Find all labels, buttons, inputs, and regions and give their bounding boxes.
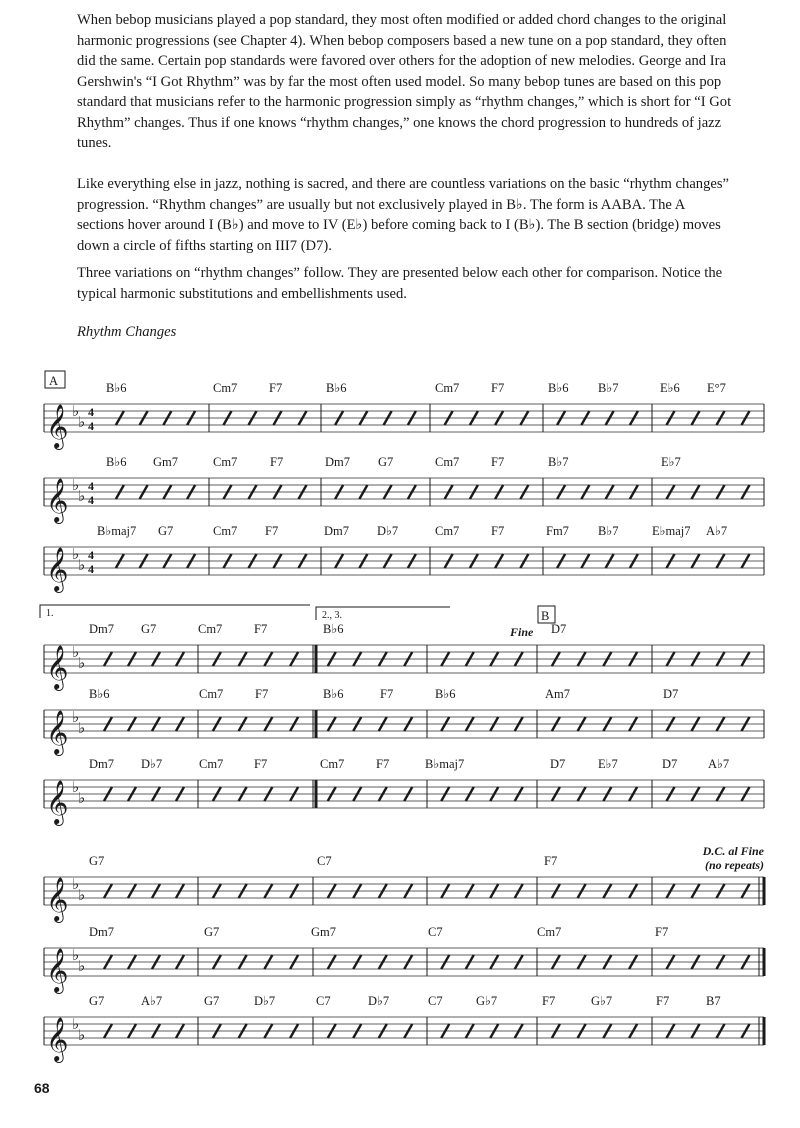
- time-signature-top: 4: [88, 479, 94, 493]
- key-signature-flat: ♭: [78, 1026, 86, 1044]
- time-signature-bottom: 4: [88, 562, 94, 576]
- chord-symbol: Cm7: [213, 381, 238, 395]
- key-signature-flat: ♭: [78, 957, 86, 975]
- chord-symbol: G7: [141, 622, 157, 636]
- chord-symbol: C7: [428, 925, 443, 939]
- chord-symbol: G7: [204, 994, 220, 1008]
- chord-symbol: Dm7: [89, 925, 114, 939]
- comparison-paragraph: Three variations on “rhythm changes” follow. They are presented below each other for comparison. Notice the typical harmonic substitutions and embellishments used.: [77, 265, 723, 302]
- chord-symbol: D7: [662, 757, 678, 771]
- chord-symbol: F7: [269, 381, 283, 395]
- key-signature-flat: ♭: [78, 654, 86, 672]
- staff-lines-layer: [44, 381, 764, 1063]
- chord-symbol: Dm7: [324, 524, 349, 538]
- chord-symbol: B♭7: [598, 381, 619, 395]
- chord-symbol: G7: [89, 854, 105, 868]
- chord-symbol: B♭7: [548, 455, 569, 469]
- variations-paragraph: Like everything else in jazz, nothing is sacred, and there are countless variations on the basic “rhythm changes” progression. “Rhythm changes” are usually but not exclusively played in B♭. The form is AABA. The A sections hover around I (B♭) and move to IV (E♭) before coming back to I (B♭). The B section (bridge) moves down a circle of fifths starting on III7 (D7).: [77, 176, 730, 254]
- second-ending-label: 2., 3.: [322, 610, 342, 621]
- chord-symbol: G♭7: [591, 994, 613, 1008]
- chord-symbol: B7: [706, 994, 721, 1008]
- chord-symbol: G♭7: [476, 994, 498, 1008]
- example-caption: Rhythm Changes: [77, 324, 177, 340]
- key-signature-flat: ♭: [78, 556, 86, 574]
- chord-symbol: Cm7: [320, 757, 345, 771]
- chord-symbol: F7: [656, 994, 670, 1008]
- time-signature-bottom: 4: [88, 419, 94, 433]
- key-signature-flat: ♭: [72, 545, 80, 563]
- chord-symbol: F7: [544, 854, 558, 868]
- no-repeats-note: (no repeats): [705, 858, 764, 872]
- chord-symbol: Cm7: [213, 455, 238, 469]
- chord-symbol: Am7: [545, 687, 570, 701]
- key-signature-flat: ♭: [78, 719, 86, 737]
- chord-symbol: G7: [204, 925, 220, 939]
- chord-symbol: F7: [270, 455, 284, 469]
- chord-symbol: F7: [254, 622, 268, 636]
- treble-clef: 𝄞: [46, 948, 69, 992]
- chord-symbol: Cm7: [199, 687, 224, 701]
- chord-symbol: E°7: [707, 381, 726, 395]
- chord-symbol: F7: [255, 687, 269, 701]
- chord-symbol: Dm7: [89, 757, 114, 771]
- chord-symbol: E♭7: [598, 757, 618, 771]
- chord-symbol: B♭maj7: [425, 757, 465, 771]
- page-number: 68: [34, 1080, 50, 1096]
- chord-symbol: B♭6: [323, 622, 344, 636]
- chord-symbol: G7: [158, 524, 174, 538]
- treble-clef: 𝄞: [46, 547, 69, 591]
- chord-symbol: F7: [491, 381, 505, 395]
- chord-symbol: D♭7: [254, 994, 276, 1008]
- first-ending-bracket: [40, 605, 310, 618]
- chord-symbol: Cm7: [435, 381, 460, 395]
- chord-symbol: Cm7: [198, 622, 223, 636]
- key-signature-flat: ♭: [78, 487, 86, 505]
- chord-symbol: D7: [550, 757, 566, 771]
- fine-marking: Fine: [510, 625, 534, 639]
- key-signature-flat: ♭: [72, 778, 80, 796]
- chord-symbol: B♭6: [89, 687, 110, 701]
- key-signature-flat: ♭: [72, 946, 80, 964]
- chord-symbol: B♭6: [435, 687, 456, 701]
- key-signature-flat: ♭: [72, 643, 80, 661]
- chord-symbol: Cm7: [213, 524, 238, 538]
- time-signature-top: 4: [88, 548, 94, 562]
- chord-symbol: D♭7: [141, 757, 163, 771]
- chord-symbol: A♭7: [141, 994, 163, 1008]
- chord-symbol: F7: [491, 455, 505, 469]
- chord-symbol: C7: [317, 854, 332, 868]
- chord-symbol: B♭maj7: [97, 524, 137, 538]
- chord-symbol: F7: [491, 524, 505, 538]
- chord-symbol: F7: [655, 925, 669, 939]
- chord-symbol: Cm7: [537, 925, 562, 939]
- chord-symbol: Dm7: [89, 622, 114, 636]
- chord-symbol: Dm7: [325, 455, 350, 469]
- chord-symbol: Cm7: [435, 455, 460, 469]
- dc-al-fine: D.C. al Fine: [702, 844, 764, 858]
- intro-paragraph: When bebop musicians played a pop standard, they most often modified or added chord changes to the original harmonic progressions (see Chapter 4). When bebop composers based a new tune on a pop standard, they often did the same. Certain pop standards were favored over others for the adoption of new melodies. George and Ira Gershwin's “I Got Rhythm” was by far the most often used model. So many bebop tunes are based on this pop standard that musicians refer to the harmonic progression simply as “rhythm changes,” which is short for “I Got Rhythm” changes. Thus if one knows “rhythm changes,” one knows the chord progression to hundreds of jazz tunes.: [77, 12, 732, 151]
- chord-symbol: C7: [428, 994, 443, 1008]
- chord-symbol: B♭7: [598, 524, 619, 538]
- key-signature-flat: ♭: [72, 1015, 80, 1033]
- treble-clef: 𝄞: [46, 404, 69, 448]
- chord-symbol: F7: [265, 524, 279, 538]
- chord-symbol: B♭6: [106, 455, 127, 469]
- key-signature-flat: ♭: [72, 476, 80, 494]
- key-signature-flat: ♭: [78, 413, 86, 431]
- chord-symbol: G7: [89, 994, 105, 1008]
- time-signature-bottom: 4: [88, 493, 94, 507]
- chord-symbol: B♭6: [548, 381, 569, 395]
- chord-symbol: F7: [542, 994, 556, 1008]
- treble-clef: 𝄞: [46, 877, 69, 921]
- chord-symbol: Cm7: [435, 524, 460, 538]
- chord-symbol: G7: [378, 455, 394, 469]
- chord-symbol: A♭7: [706, 524, 728, 538]
- chord-symbol: D7: [551, 622, 567, 636]
- chord-symbol: Cm7: [199, 757, 224, 771]
- key-signature-flat: ♭: [78, 886, 86, 904]
- chord-symbol: E♭7: [661, 455, 681, 469]
- chord-symbol: F7: [254, 757, 268, 771]
- chord-symbol: Fm7: [546, 524, 569, 538]
- chord-symbol: A♭7: [708, 757, 730, 771]
- chord-symbol: D♭7: [377, 524, 399, 538]
- first-ending-label: 1.: [46, 608, 54, 619]
- treble-clef: 𝄞: [46, 645, 69, 689]
- chord-symbol: F7: [380, 687, 394, 701]
- chord-symbol: D♭7: [368, 994, 390, 1008]
- chord-symbol: E♭6: [660, 381, 680, 395]
- time-signature-top: 4: [88, 405, 94, 419]
- chord-symbol: B♭6: [323, 687, 344, 701]
- chord-symbol: B♭6: [326, 381, 347, 395]
- treble-clef: 𝄞: [46, 710, 69, 754]
- chord-symbol: C7: [316, 994, 331, 1008]
- key-signature-flat: ♭: [78, 789, 86, 807]
- chord-symbol: F7: [376, 757, 390, 771]
- chord-symbol: B♭6: [106, 381, 127, 395]
- rehearsal-mark-a: A: [49, 374, 59, 388]
- key-signature-flat: ♭: [72, 708, 80, 726]
- rehearsal-mark-b: B: [541, 609, 550, 623]
- chord-symbol: Gm7: [311, 925, 336, 939]
- treble-clef: 𝄞: [46, 478, 69, 522]
- chord-symbol: E♭maj7: [652, 524, 691, 538]
- key-signature-flat: ♭: [72, 402, 80, 420]
- treble-clef: 𝄞: [46, 1017, 69, 1061]
- chord-symbol: D7: [663, 687, 679, 701]
- chord-symbol: Gm7: [153, 455, 178, 469]
- treble-clef: 𝄞: [46, 780, 69, 824]
- key-signature-flat: ♭: [72, 875, 80, 893]
